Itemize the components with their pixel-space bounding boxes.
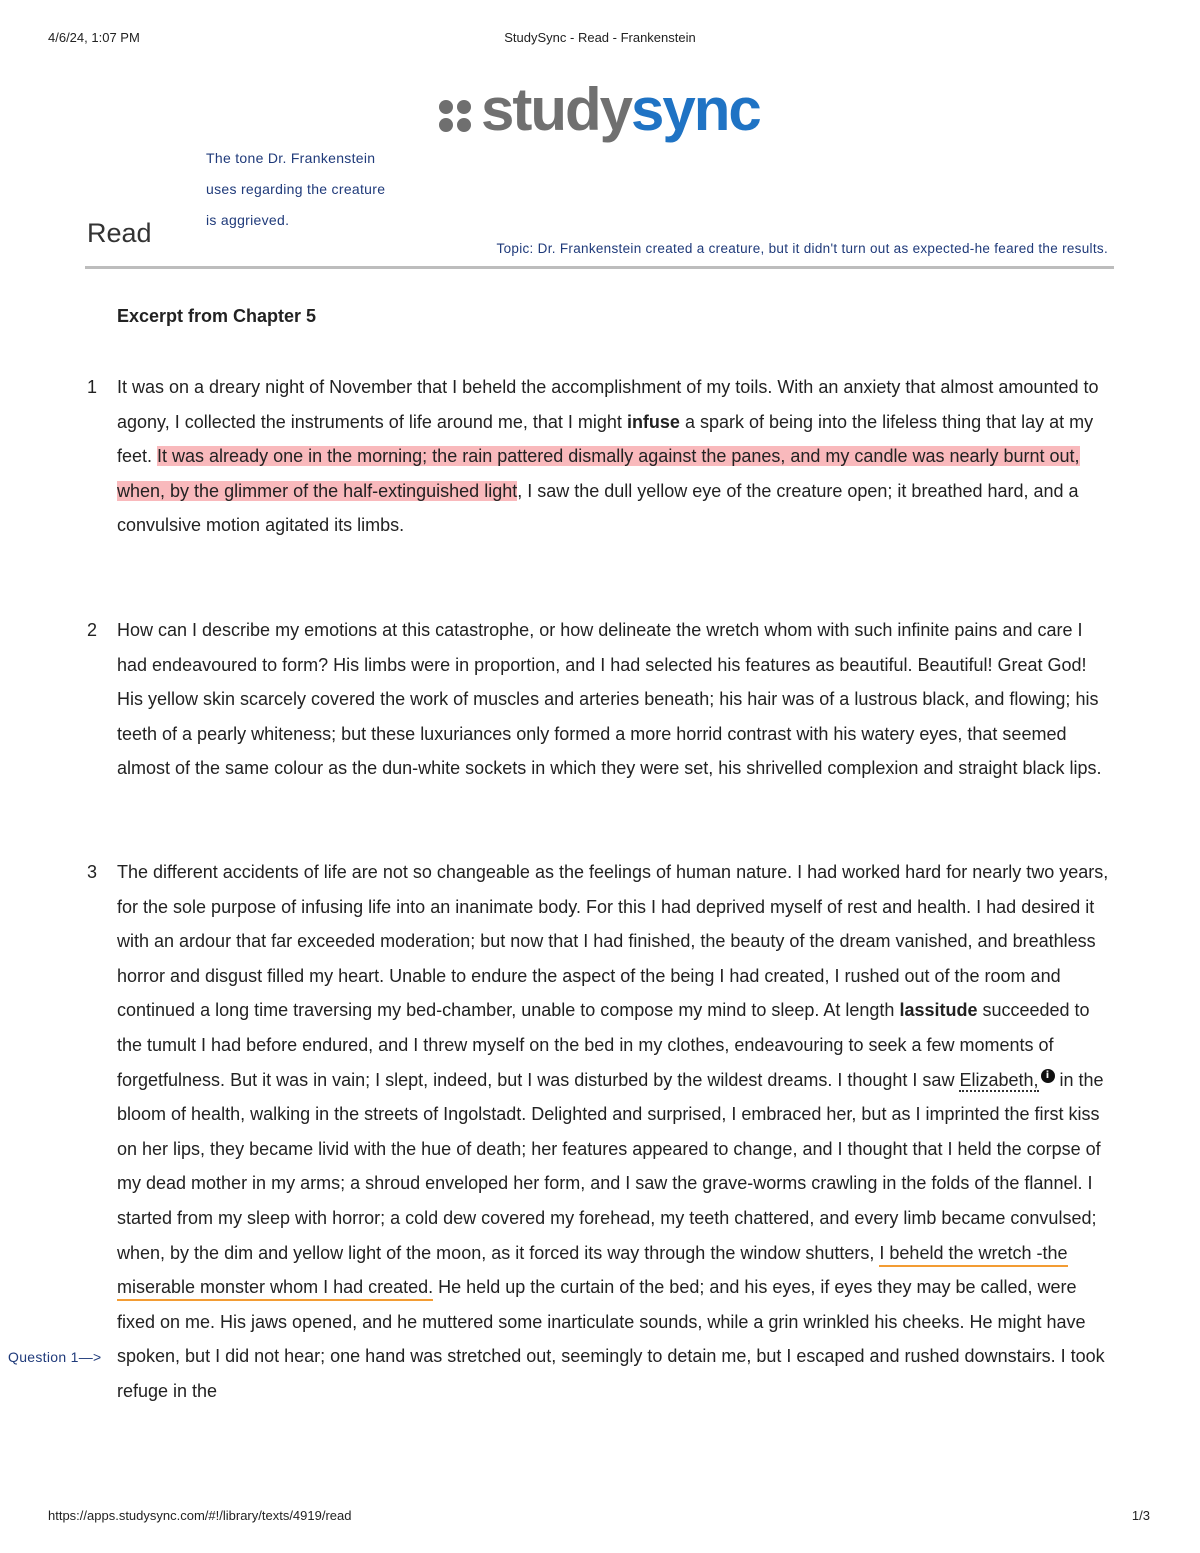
print-date: 4/6/24, 1:07 PM — [48, 30, 140, 45]
paragraph-number: 2 — [87, 620, 98, 640]
paragraph-text: How can I describe my emotions at this catastrophe, or how delineate the wretch whom with such infinite pains and care I had endeavoured to form? His limbs were in proportion, and I had selected his features as beautiful. Beautiful! Great God! His yellow skin scarcely covered the work of muscles and arteries beneath; his hair was of a lustrous black, and flowing; his teeth of a pearly whiteness; but these luxuriances only formed a more horrid contrast with his watery eyes, that seemed almost of the same colour as the dun-white sockets in which they were set, his shrivelled complexion and straight black lips. — [117, 620, 1102, 779]
page-number: 1/3 — [1131, 1508, 1150, 1523]
margin-annotation — [206, 143, 416, 236]
question-1-label: Question 1—> — [8, 1349, 102, 1365]
annotation-line: uses regarding the creature — [206, 181, 386, 197]
annotation-line: The tone Dr. Frankenstein — [206, 150, 376, 166]
divider — [85, 266, 1114, 269]
vocab-word-lassitude[interactable]: lassitude — [899, 1000, 978, 1021]
page-url: https://apps.studysync.com/#!/library/texts/4919/read — [48, 1508, 352, 1523]
paragraph-number: 3 — [87, 862, 98, 882]
logo-text-study: study — [481, 76, 632, 143]
info-icon[interactable]: i — [1041, 1069, 1055, 1083]
annotated-term-elizabeth[interactable]: Elizabeth, — [959, 1069, 1039, 1090]
print-title: StudySync - Read - Frankenstein — [504, 30, 696, 45]
paragraph-2 — [87, 613, 1117, 786]
underlined-passage[interactable]: I beheld the wretch -the miserable monster whom I had created. — [117, 1243, 1068, 1302]
annotation-line: is aggrieved. — [206, 212, 290, 228]
paragraph-text: succeeded to the tumult I had before endured, and I threw myself on the bed in my clothes, endeavouring to seek a few moments of forgetfulness. But it was in vain; I slept, indeed, but I was disturbed by the wildest dreams. I thought I saw — [117, 1000, 1090, 1090]
topic-annotation: Topic: Dr. Frankenstein created a creature, but it didn't turn out as expected-he feared the results. — [496, 241, 1108, 256]
paragraph-text: He held up the curtain of the bed; and his eyes, if eyes they may be called, were fixed on me. His jaws opened, and he muttered some inarticulate sounds, while a grin wrinkled his cheeks. He might have spoken, but I did not hear; one hand was stretched out, seemingly to detain me, but I escaped and rushed downstairs. I took refuge in the — [117, 1277, 1105, 1401]
logo-dots-icon — [439, 100, 479, 140]
paragraph-3 — [87, 855, 1117, 1409]
paragraph-text: The different accidents of life are not so changeable as the feelings of human nature. I had worked hard for nearly two years, for the sole purpose of infusing life into an inanimate body. For this I had deprived myself of rest and health. I had desired it with an ardour that far exceeded moderation; but now that I had finished, the beauty of the dream vanished, and breathless horror and disgust filled my heart. Unable to endure the aspect of the being I had created, I rushed out of the room and continued a long time traversing my bed-chamber, unable to compose my mind to sleep. At length — [117, 862, 1109, 1021]
paragraph-text: in the bloom of health, walking in the streets of Ingolstadt. Delighted and surprised, I embraced her, but as I imprinted the first kiss on her lips, they became livid with the hue of death; her features appeared to change, and I thought that I held the corpse of my dead mother in my arms; a shroud enveloped her form, and I saw the grave-worms crawling in the folds of the flannel. I started from my sleep with horror; a cold dew covered my forehead, my teeth chattered, and every limb became convulsed; when, by the dim and yellow light of the moon, as it forced its way through the window shutters, — [117, 1069, 1104, 1263]
vocab-word-infuse[interactable]: infuse — [626, 411, 680, 432]
paragraph-text: a spark of being into the lifeless thing that lay at my feet. — [117, 411, 1094, 467]
paragraph-1 — [87, 370, 1117, 543]
page-title: Read — [87, 218, 152, 248]
paragraph-number: 1 — [87, 377, 98, 397]
paragraph-text: It was on a dreary night of November that I beheld the accomplishment of my toils. With an anxiety that almost amounted to agony, I collected the instruments of life around me, that I might — [117, 377, 1099, 432]
paragraph-text: , I saw the dull yellow eye of the creature open; it breathed hard, and a convulsive motion agitated its limbs. — [117, 480, 1079, 536]
excerpt-heading: Excerpt from Chapter 5 — [117, 306, 317, 326]
logo-text-sync: sync — [631, 76, 760, 143]
highlighted-passage[interactable]: It was already one in the morning; the rain pattered dismally against the panes, and my candle was nearly burnt out, when, by the glimmer of the half-extinguished light — [117, 446, 1080, 501]
studysync-logo — [435, 76, 775, 146]
